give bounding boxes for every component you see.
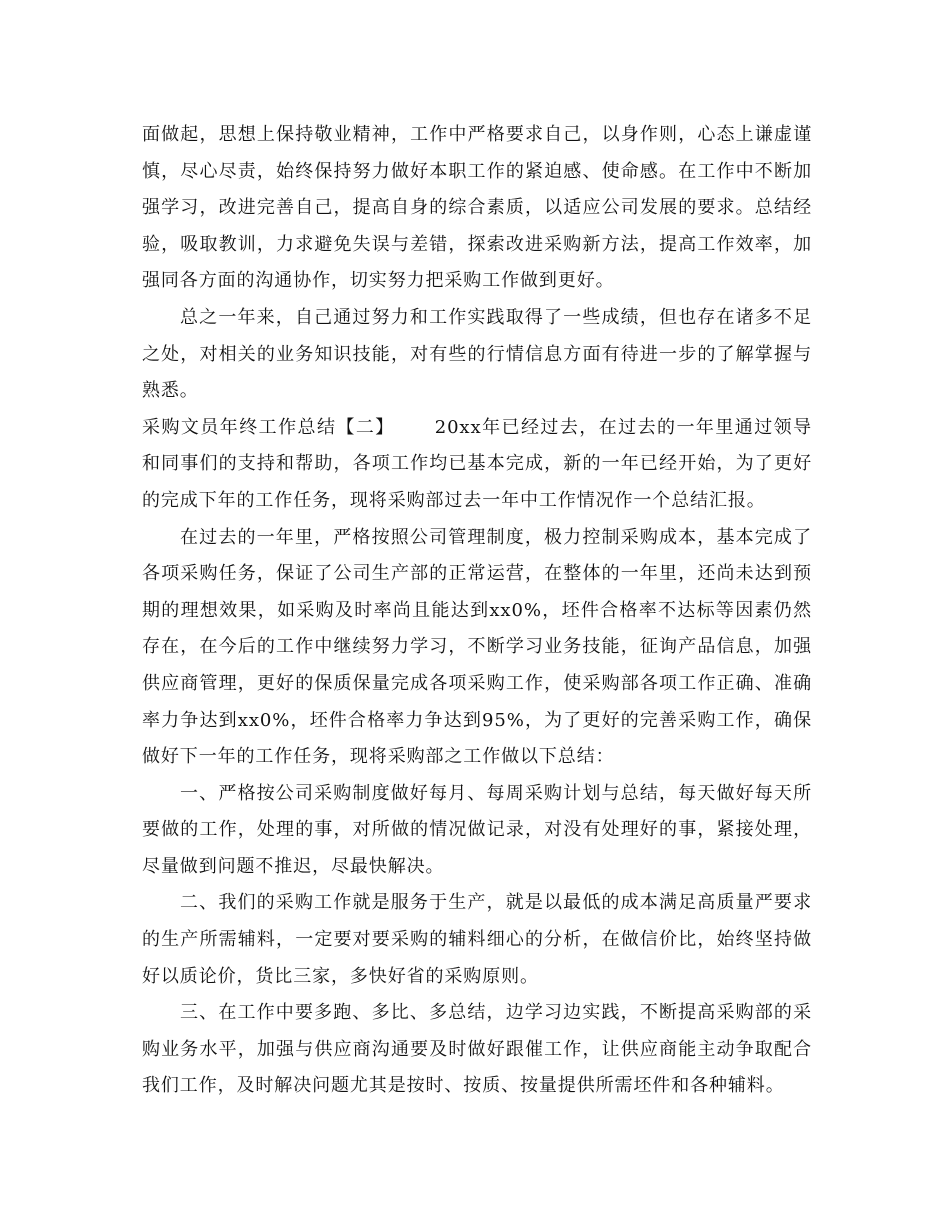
section-heading-text: 20xx年已经过去，在过去的一年里通过领导和同事们的支持和帮助，各项工作均已基本完成，新的一年已经开始，为了更好的完成下年的工作任务，现将采购部过去一年中工作情况作一个总结汇报。 [142, 416, 812, 511]
paragraph-3: 在过去的一年里，严格按照公司管理制度，极力控制采购成本，基本完成了各项采购任务，保证了公司生产部的正常运营，在整体的一年里，还尚未达到预期的理想效果，如采购及时率尚且能达到xx0%，坯件合格率不达标等因素仍然存在，在今后的工作中继续努力学习，不断学习业务技能，征询产品信息，加强供应商管理，更好的保质保量完成各项采购工作，使采购部各项工作正确、准确率力争达到xx0%，坯件合格率力争达到95%，为了更好的完善采购工作，确保做好下一年的工作任务，现将采购部之工作做以下总结： [142, 526, 812, 768]
paragraph-2: 总之一年来，自己通过努力和工作实践取得了一些成绩，但也存在诸多不足之处，对相关的业务知识技能，对有些的行情信息方面有待进一步的了解掌握与熟悉。 [142, 306, 812, 402]
paragraph-4: 一、严格按公司采购制度做好每月、每周采购计划与总结，每天做好每天所要做的工作，处理的事，对所做的情况做记录，对没有处理好的事，紧接处理，尽量做到问题不推迟，尽最快解决。 [142, 782, 812, 877]
paragraph-6: 三、在工作中要多跑、多比、多总结，边学习边实践，不断提高采购部的采购业务水平，加强与供应商沟通要及时做好跟催工作，让供应商能主动争取配合我们工作，及时解决问题尤其是按时、按质、按量提供所需坯件和各种辅料。 [142, 1002, 812, 1097]
paragraph-1: 面做起，思想上保持敬业精神，工作中严格要求自己，以身作则，心态上谦虚谨慎，尽心尽责，始终保持努力做好本职工作的紧迫感、使命感。在工作中不断加强学习，改进完善自己，提高自身的综合素质，以适应公司发展的要求。总结经验，吸取教训，力求避免失误与差错，探索改进采购新方法，提高工作效率，加强同各方面的沟通协作，切实努力把采购工作做到更好。 [142, 124, 812, 292]
paragraph-5: 二、我们的采购工作就是服务于生产，就是以最低的成本满足高质量严要求的生产所需辅料，一定要对要采购的辅料细心的分析，在做信价比，始终坚持做好以质论价，货比三家，多快好省的采购原则。 [142, 892, 812, 987]
section-heading-paragraph [142, 410, 812, 520]
section-heading-title: 采购文员年终工作总结【二】 [142, 416, 395, 438]
document-body [142, 117, 812, 1105]
